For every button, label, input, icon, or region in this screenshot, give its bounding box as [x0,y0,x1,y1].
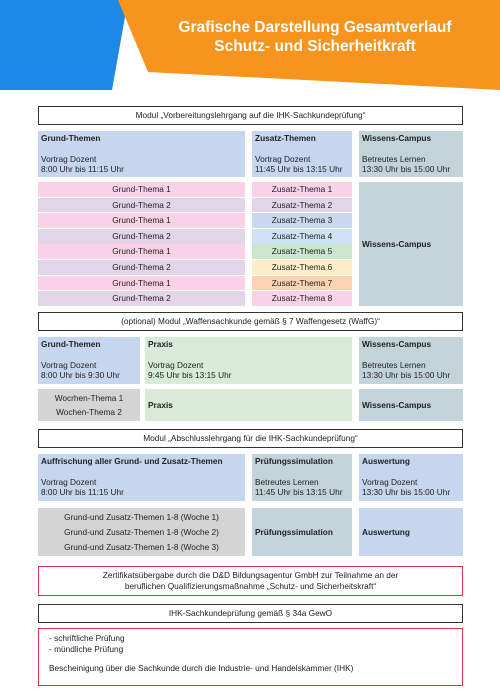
m2-grund-title: Grund-Themen [41,339,101,349]
m3-ausw-title: Auswertung [362,456,410,466]
m2-praxis-line1: Vortrag Dozent [148,359,204,370]
m1-zusatz-row: Zusatz-Thema 4 [252,229,352,244]
m2-praxis-block: Praxis [145,389,352,421]
m1-zusatz-row: Zusatz-Thema 3 [252,213,352,228]
m1-zusatz-box [252,131,352,177]
m3-ausw-line2: 13:30 Uhr bis 15:00 Uhr [362,487,451,497]
m2-campus-line2: 13:30 Uhr bis 15:00 Uhr [362,370,451,380]
m1-grund-row: Grund-Thema 2 [38,260,245,275]
m3-pruef-block: Prüfungssimulation [252,508,352,556]
ihk-label: IHK-Sachkundeprüfung gemäß § 34a GewO [38,604,463,623]
m2-grund-box [38,337,140,384]
m1-grund-row: Grund-Thema 2 [38,291,245,306]
m3-pruef-title: Prüfungssimulation [255,456,333,466]
title-line-2: Schutz- und Sicherheitkraft [214,38,416,55]
m1-grund-row: Grund-Thema 2 [38,198,245,213]
m2-wochen-row: Wochen-Thema 2 [56,407,122,417]
modul-2-label: (optional) Modul „Waffensachkunde gemäß § 7 Waffengesetz (WaffG)“ [38,312,463,331]
m3-row: Grund-und Zusatz-Themen 1-8 (Woche 3) [64,542,219,552]
m1-zusatz-row: Zusatz-Thema 5 [252,244,352,259]
m1-zusatz-row: Zusatz-Thema 1 [252,182,352,197]
zertifikat-box [38,566,463,596]
m1-grund-row: Grund-Thema 1 [38,182,245,197]
m3-row: Grund-und Zusatz-Themen 1-8 (Woche 1) [64,512,219,522]
header-banner [0,0,500,90]
m1-grund-row: Grund-Thema 2 [38,229,245,244]
m3-auff-title: Auffrischung aller Grund- und Zusatz-Themen [41,456,223,466]
m3-auff-line2: 8:00 Uhr bis 11:15 Uhr [41,487,124,497]
m1-zusatz-row: Zusatz-Thema 7 [252,276,352,291]
m3-ausw-block: Auswertung [359,508,463,556]
m2-campus-line1: Betreutes Lernen [362,359,426,370]
m1-zusatz-row: Zusatz-Thema 8 [252,291,352,306]
m2-praxis-title: Praxis [148,339,173,349]
m1-zusatz-title: Zusatz-Themen [255,133,316,143]
m2-grund-line1: Vortrag Dozent [41,359,97,370]
m1-campus-line2: 13:30 Uhr bis 15:00 Uhr [362,164,451,174]
ihk-note: Bescheinigung über die Sachkunde durch die Industrie- und Handelskammer (IHK) [49,663,354,673]
m1-campus-title: Wissens-Campus [362,133,432,143]
m1-grund-line1: Vortrag Dozent [41,153,97,164]
blue-shape [0,0,128,90]
m3-auff-box [38,454,245,501]
ihk-box [38,628,463,686]
m1-zusatz-row: Zusatz-Thema 6 [252,260,352,275]
modul-1-label: Modul „Vorbereitungslehrgang auf die IHK-Sachkundeprüfung“ [38,106,463,125]
m2-wochen-row: Wocrhen-Thema 1 [54,393,124,403]
m3-auff-line1: Vortrag Dozent [41,476,97,487]
m1-campus-block: Wissens-Campus [359,182,463,306]
m1-grund-box [38,131,245,177]
m2-praxis-box [145,337,352,384]
m1-zusatz-line2: 11:45 Uhr bis 13:15 Uhr [255,164,343,174]
m1-zusatz-row: Zusatz-Thema 2 [252,198,352,213]
m3-pruef-line2: 11:45 Uhr bis 13:15 Uhr [255,487,343,497]
title-line-1: Grafische Darstellung Gesamtverlauf [178,19,452,36]
m2-campus-block: Wissens-Campus [359,389,463,421]
m1-campus-line1: Betreutes Lernen [362,153,426,164]
m3-row: Grund-und Zusatz-Themen 1-8 (Woche 2) [64,527,219,537]
ihk-item: - mündliche Prüfung [49,644,124,654]
m1-grund-row: Grund-Thema 1 [38,276,245,291]
m2-grund-line2: 8:00 Uhr bis 9:30 Uhr [41,370,120,380]
m3-rows-block [38,508,245,556]
m1-grund-row: Grund-Thema 1 [38,213,245,228]
m2-praxis-line2: 9:45 Uhr bis 13:15 Uhr [148,370,232,380]
m3-pruef-line1: Betreutes Lernen [255,476,319,487]
m1-grund-title: Grund-Themen [41,133,101,143]
m3-pruef-box [252,454,352,501]
page-title [150,18,480,56]
m3-ausw-line1: Vortrag Dozent [362,476,418,487]
m2-wochen-block [38,389,140,421]
m1-grund-row: Grund-Thema 1 [38,244,245,259]
m1-zusatz-line1: Vortrag Dozent [255,153,311,164]
m2-campus-box [359,337,463,384]
m1-grund-line2: 8:00 Uhr bis 11:15 Uhr [41,164,124,174]
m2-campus-title: Wissens-Campus [362,339,432,349]
ihk-item: - schriftliche Prüfung [49,633,125,643]
zertifikat-line2: beruflichen Qualifizierungsmaßnahme „Schutz- und Sicherheitskraft“ [124,581,377,591]
m3-ausw-box [359,454,463,501]
m1-campus-box [359,131,463,177]
zertifikat-line1: Zertifikatsübergabe durch die D&D Bildungsagentur GmbH zur Teilnahme an der [102,570,399,580]
modul-3-label: Modul „Abschlusslehrgang für die IHK-Sachkundeprüfung“ [38,429,463,448]
